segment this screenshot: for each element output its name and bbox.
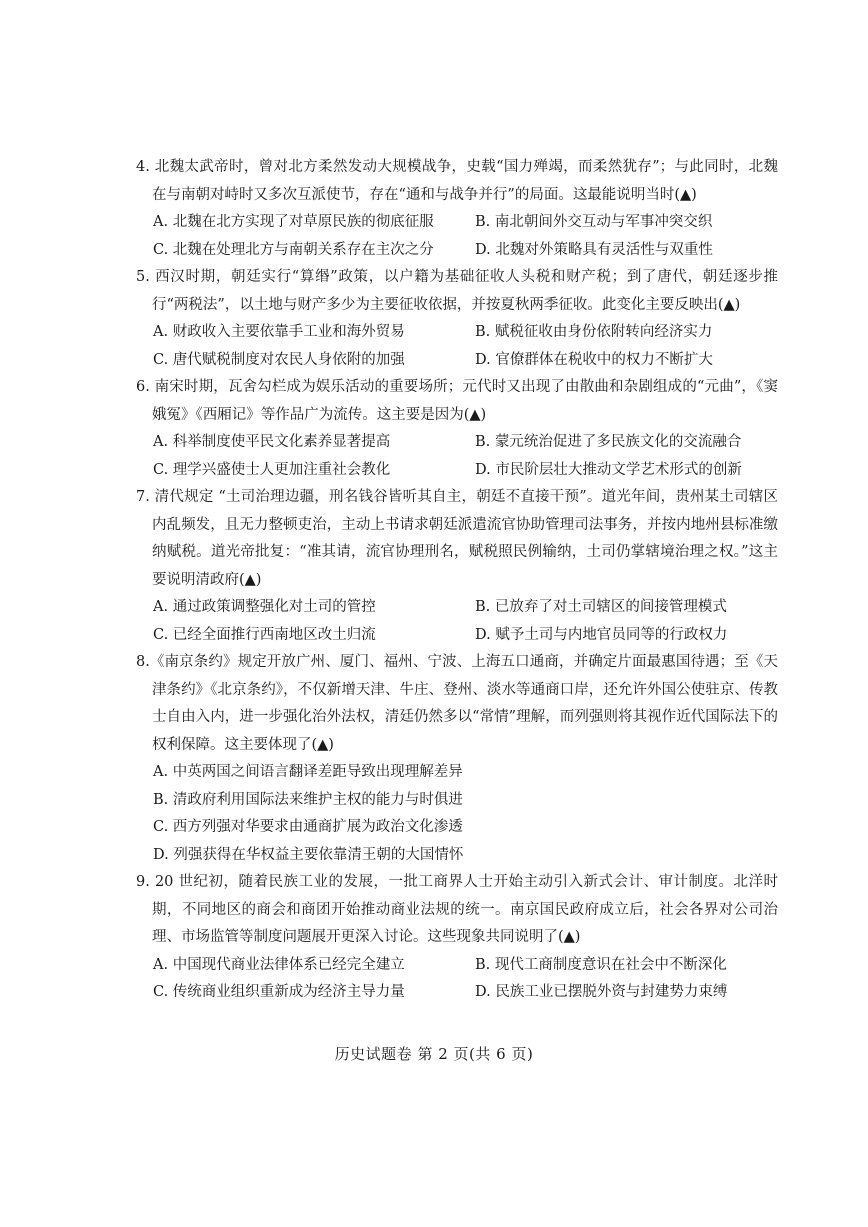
option-d: D. 列强获得在华权益主要依靠清王朝的大国情怀: [153, 846, 464, 863]
option-row: [136, 347, 778, 375]
question-9: [136, 869, 778, 1007]
option-row: [136, 594, 778, 622]
option-row: [136, 429, 778, 457]
option-a: A. 财政收入主要依靠手工业和海外贸易: [153, 324, 405, 340]
question-stem: 8.《南京条约》规定开放广州、厦门、福州、宁波、上海五口通商，并确定片面最惠国待遇；至《天津条约》《北京条约》，不仅新增天津、牛庄、登州、淡水等通商口岸，还允许外国公使驻京、传教士自由入内，进一步强化治外法权，清廷仍然多以“常情”理解，而列强则将其视作近代国际法下的权利保障。这主要体现了(▲): [136, 654, 778, 753]
option-row: [136, 952, 778, 980]
option-c: C. 西方列强对华要求由通商扩展为政治文化渗透: [153, 819, 463, 835]
option-row: [136, 209, 778, 237]
option-a: A. 科举制度使平民文化素养显著提高: [153, 434, 391, 450]
option-d: D. 民族工业已摆脱外资与封建势力束缚: [475, 984, 728, 1000]
option-row: [136, 457, 778, 485]
option-c: C. 唐代赋税制度对农民人身依附的加强: [153, 351, 405, 368]
question-list: [136, 154, 778, 1007]
option-b: B. 南北朝间外交互动与军事冲突交织: [475, 214, 713, 230]
option-c: C. 已经全面推行西南地区改土归流: [153, 626, 376, 643]
question-4: [136, 154, 778, 264]
question-stem: 4. 北魏太武帝时，曾对北方柔然发动大规模战争，史载“国力殚竭，而柔然犹存”；与此同时，北魏在与南朝对峙时又多次互派使节，存在“通和与战争并行”的局面。这最能说明当时(▲): [136, 159, 778, 203]
question-stem: 9. 20 世纪初，随着民族工业的发展，一批工商界人士开始主动引入新式会计、审计制度。北洋时期，不同地区的商会和商团开始推动商业法规的统一。南京国民政府成立后，社会各界对公司治理、市场监管等制度问题展开更深入讨论。这些现象共同说明了(▲): [136, 874, 778, 945]
option-a: A. 通过政策调整强化对土司的管控: [153, 599, 376, 615]
option-c: C. 理学兴盛使士人更加注重社会教化: [153, 461, 391, 478]
option-row: [136, 979, 778, 1007]
option-c: C. 北魏在处理北方与南朝关系存在主次之分: [153, 241, 434, 258]
option-d: D. 赋予土司与内地官员同等的行政权力: [475, 626, 728, 643]
option-d: D. 官僚群体在税收中的权力不断扩大: [475, 351, 713, 368]
option-c: C. 传统商业组织重新成为经济主导力量: [153, 984, 405, 1000]
option-a: A. 中国现代商业法律体系已经完全建立: [153, 956, 405, 973]
option-d: D. 北魏对外策略具有灵活性与双重性: [475, 241, 713, 258]
option-b: B. 赋税征收由身份依附转向经济实力: [475, 324, 713, 340]
option-d: D. 市民阶层壮大推动文学艺术形式的创新: [475, 461, 742, 478]
question-5: [136, 264, 778, 374]
option-b: B. 现代工商制度意识在社会中不断深化: [475, 956, 727, 973]
option-a: A. 北魏在北方实现了对草原民族的彻底征服: [153, 214, 434, 230]
option-b: B. 蒙元统治促进了多民族文化的交流融合: [475, 434, 742, 450]
option-row: [136, 319, 778, 347]
option-row: [136, 237, 778, 265]
question-7: [136, 484, 778, 649]
question-stem: 6. 南宋时期，瓦舍勾栏成为娱乐活动的重要场所；元代时又出现了由散曲和杂剧组成的“元曲”，《窦娥冤》《西厢记》等作品广为流传。这主要是因为(▲): [136, 379, 778, 423]
option-a: A. 中英两国之间语言翻译差距导致出现理解差异: [153, 764, 463, 780]
page-footer: 历史试题卷 第 2 页(共 6 页): [334, 1045, 534, 1063]
question-6: [136, 374, 778, 484]
question-stem: 5. 西汉时期，朝廷实行“算缗”政策，以户籍为基础征收人头税和财产税；到了唐代，朝廷逐步推行“两税法”，以土地与财产多少为主要征收依据，并按夏秋两季征收。此变化主要反映出(▲): [136, 269, 778, 313]
option-column: [136, 759, 778, 869]
question-stem: 7. 清代规定 “土司治理边疆，刑名钱谷皆听其自主，朝廷不直接干预”。道光年间，贵州某土司辖区内乱频发，且无力整顿吏治，主动上书请求朝廷派遣流官协助管理司法事务，并按内地州县标准缴纳赋税。道光帝批复：“准其请，流官协理刑名，赋税照民例输纳，土司仍掌辖境治理之权。”这主要说明清政府(▲): [136, 489, 778, 588]
question-8: [136, 649, 778, 869]
option-b: B. 清政府利用国际法来维护主权的能力与时俱进: [153, 791, 463, 808]
option-b: B. 已放弃了对土司辖区的间接管理模式: [475, 599, 727, 615]
option-row: [136, 622, 778, 650]
